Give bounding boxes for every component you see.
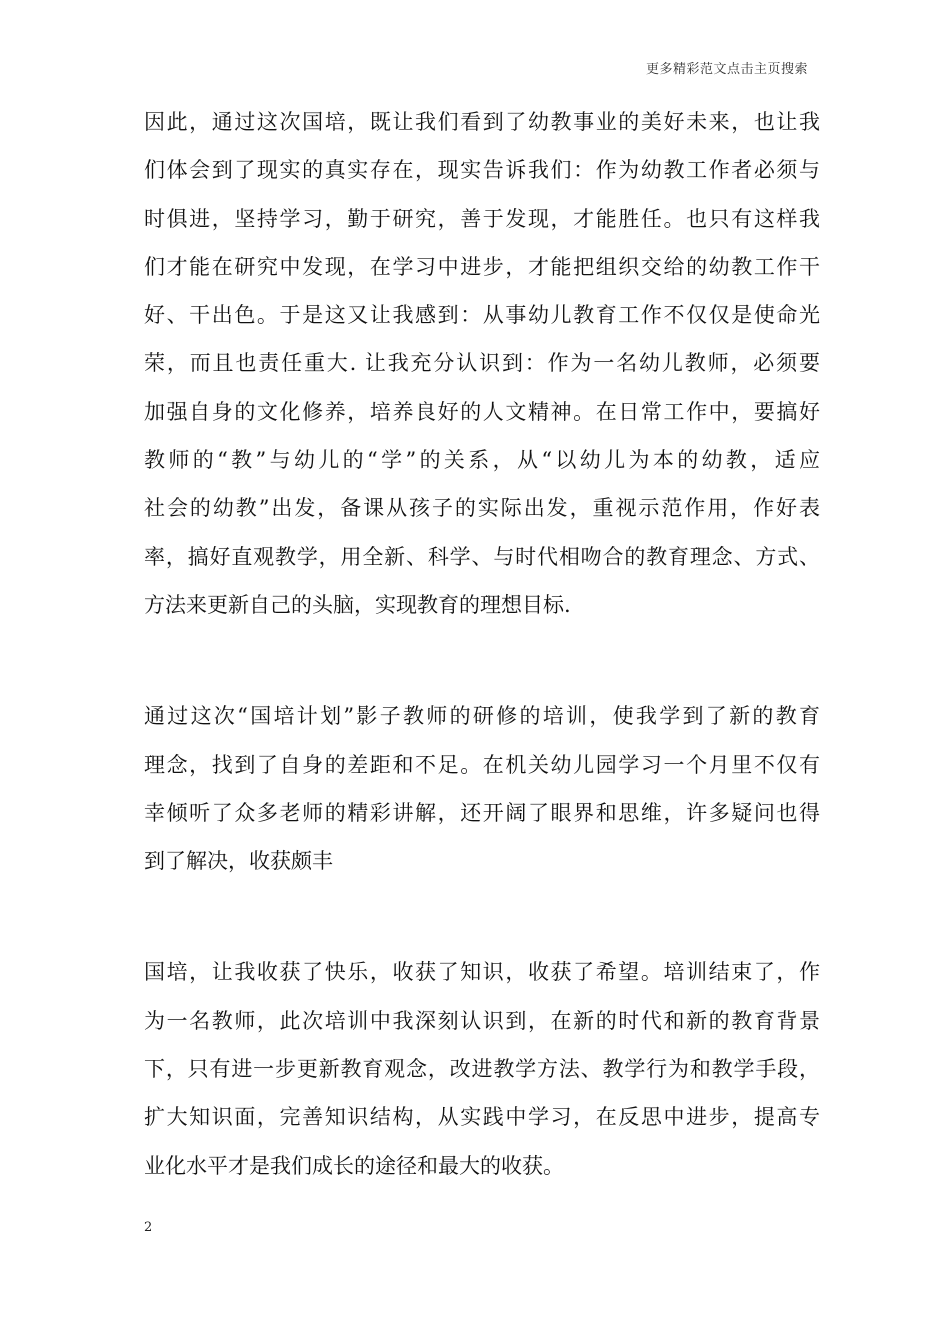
text-line: 业化水平才是我们成长的途径和最大的收获。: [144, 1153, 564, 1178]
text-line: 因此，通过这次国培，既让我们看到了幼教事业的美好未来，也让我: [144, 110, 820, 134]
text-line: 通过这次“国培计划”影子教师的研修的培训，使我学到了新的教育: [144, 704, 820, 729]
text-line: 理念，找到了自身的差距和不足。在机关幼儿园学习一个月里不仅有: [144, 752, 820, 777]
text-line: 荣，而且也责任重大. 让我充分认识到：作为一名幼儿教师，必须要: [144, 351, 820, 376]
text-line: 下，只有进一步更新教育观念，改进教学方法、教学行为和教学手段，: [144, 1057, 820, 1082]
text-line: 率，搞好直观教学，用全新、科学、与时代相吻合的教育理念、方式、: [144, 544, 820, 569]
page-number: 2: [144, 1220, 153, 1235]
paragraph-gap: [144, 885, 820, 948]
text-line: 教师的“教”与幼儿的“学”的关系，从“以幼儿为本的幼教，适应: [144, 448, 820, 473]
document-body: [144, 98, 820, 1190]
text-line: 们才能在研究中发现，在学习中进步，才能把组织交给的幼教工作干: [144, 254, 820, 279]
text-line: 幸倾听了众多老师的精彩讲解，还开阔了眼界和思维，许多疑问也得: [144, 800, 820, 825]
text-line: 时俱进，坚持学习，勤于研究，善于发现，才能胜任。也只有这样我: [144, 206, 820, 231]
header-note: 更多精彩范文点击主页搜索: [645, 62, 808, 77]
text-line: 们体会到了现实的真实存在，现实告诉我们：作为幼教工作者必须与: [144, 158, 820, 183]
text-line: 为一名教师，此次培训中我深刻认识到，在新的时代和新的教育背景: [144, 1008, 820, 1033]
text-line: 扩大知识面，完善知识结构，从实践中学习，在反思中进步，提高专: [144, 1105, 820, 1130]
text-line: 社会的幼教”出发，备课从孩子的实际出发，重视示范作用，作好表: [144, 496, 820, 521]
text-line: 到了解决，收获颇丰: [144, 849, 333, 874]
paragraph-3: [144, 948, 820, 1189]
paragraph-2: [144, 692, 820, 885]
text-line: 加强自身的文化修养，培养良好的人文精神。在日常工作中，要搞好: [144, 399, 820, 424]
text-line: 好、干出色。于是这又让我感到：从事幼儿教育工作不仅仅是使命光: [144, 303, 820, 328]
paragraph-gap: [144, 629, 820, 692]
paragraph-1: [144, 98, 820, 629]
text-line: 国培，让我收获了快乐，收获了知识，收获了希望。培训结束了，作: [144, 960, 820, 985]
text-line: 方法来更新自己的头脑，实现教育的理想目标.: [144, 592, 571, 617]
